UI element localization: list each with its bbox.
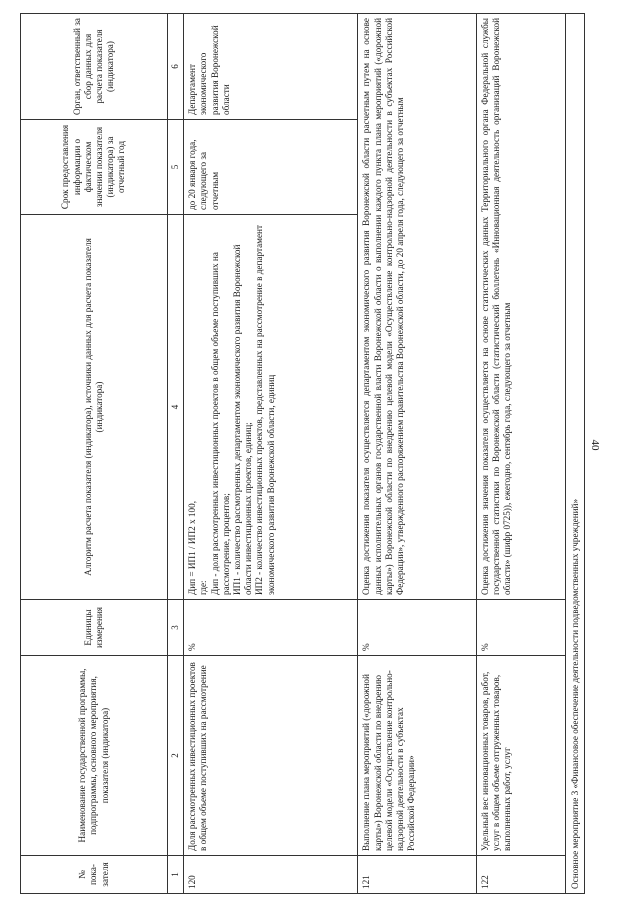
row-unit: % — [358, 600, 476, 656]
row-deadline: до 20 января года, следующего за отчетным — [184, 120, 358, 215]
row-num: 122 — [476, 856, 566, 894]
row-num: 121 — [358, 856, 476, 894]
col-number: 5 — [167, 120, 183, 215]
row-name: Доля рассмотренных инвестиционных проектов в общем объеме поступивших на рассмотрение — [184, 656, 358, 856]
header-deadline: Срок предоставления информации о фактическом значении показателя (индикатора) за отчетный год — [21, 120, 168, 215]
row-responsible: Департамент экономического развития Воронежской области — [184, 14, 358, 120]
table-row — [476, 14, 566, 894]
indicator-table — [20, 13, 585, 894]
row-algorithm: Дип = ИП1 / ИП2 x 100, где: Дип - доля рассмотренных инвестиционных проектов в общем объеме поступивших на рассмотрение, процентов; ИП1 - количество рассмотренных департаментом экономического развития Воронежской области инвестиционных проектов, единиц; ИП2 - количество инвестиционных проектов, представленных на рассмотрение в департамент экономического развития Воронежской области, единиц — [184, 215, 358, 600]
table-row — [358, 14, 476, 894]
row-name: Удельный вес инновационных товаров, работ, услуг в общем объеме отгруженных товаров, выполненных работ, услуг — [476, 656, 566, 856]
page-number: 40 — [589, 439, 601, 451]
col-number: 3 — [167, 600, 183, 656]
col-number: 4 — [167, 215, 183, 600]
row-name: Выполнение плана мероприятий («дорожной карты») Воронежской области по внедрению целевой модели «Осуществление контрольно-надзорной деятельности в субъектах Российской Федерации» — [358, 656, 476, 856]
row-algorithm: Оценка достижения значения показателя осуществляется на основе статистических данных Территориального органа Федеральной службы государственной статистики по Воронежской области (статистический бюллетень «Инновационная деятельность организаций Воронежской области» (шифр 0725)), ежегодно, сентябрь года, следующего за отчетным — [476, 14, 566, 600]
rotated-content — [20, 14, 585, 894]
rotated-sheet — [20, 14, 585, 894]
section-title: Основное мероприятие 3 «Финансовое обеспечение деятельности подведомственных учреждений» — [566, 14, 585, 894]
header-responsible: Орган, ответственный за сбор данных для расчета показателя (индикатора) — [21, 14, 168, 120]
row-unit: % — [476, 600, 566, 656]
col-number: 2 — [167, 656, 183, 856]
column-number-row — [167, 14, 183, 894]
row-unit: % — [184, 600, 358, 656]
section-footer-row — [566, 14, 585, 894]
header-unit: Единицы измерения — [21, 600, 168, 656]
table-row — [184, 14, 358, 894]
col-number: 6 — [167, 14, 183, 120]
table-header-row — [21, 14, 168, 894]
header-algorithm: Алгоритм расчета показателя (индикатора), источники данных для расчета показателя (индикатора) — [21, 215, 168, 600]
row-num: 120 — [184, 856, 358, 894]
header-num: № пока-зателя — [21, 856, 168, 894]
row-algorithm: Оценка достижения показателя осуществляется департаментом экономического развития Воронежской области расчетным путем на основе данных исполнительных органов государственной власти Воронежской области о выполнении каждого пункта плана мероприятий («дорожной карты») Воронежской области по внедрению целевой модели «Осуществление контрольно-надзорной деятельности в субъектах Российской Федерации», утвержденного распоряжением правительства Воронежской области, до 20 апреля года, следующего за отчетным — [358, 14, 476, 600]
header-name: Наименование государственной программы, подпрограммы, основного мероприятия, показателя (индикатора) — [21, 656, 168, 856]
col-number: 1 — [167, 856, 183, 894]
